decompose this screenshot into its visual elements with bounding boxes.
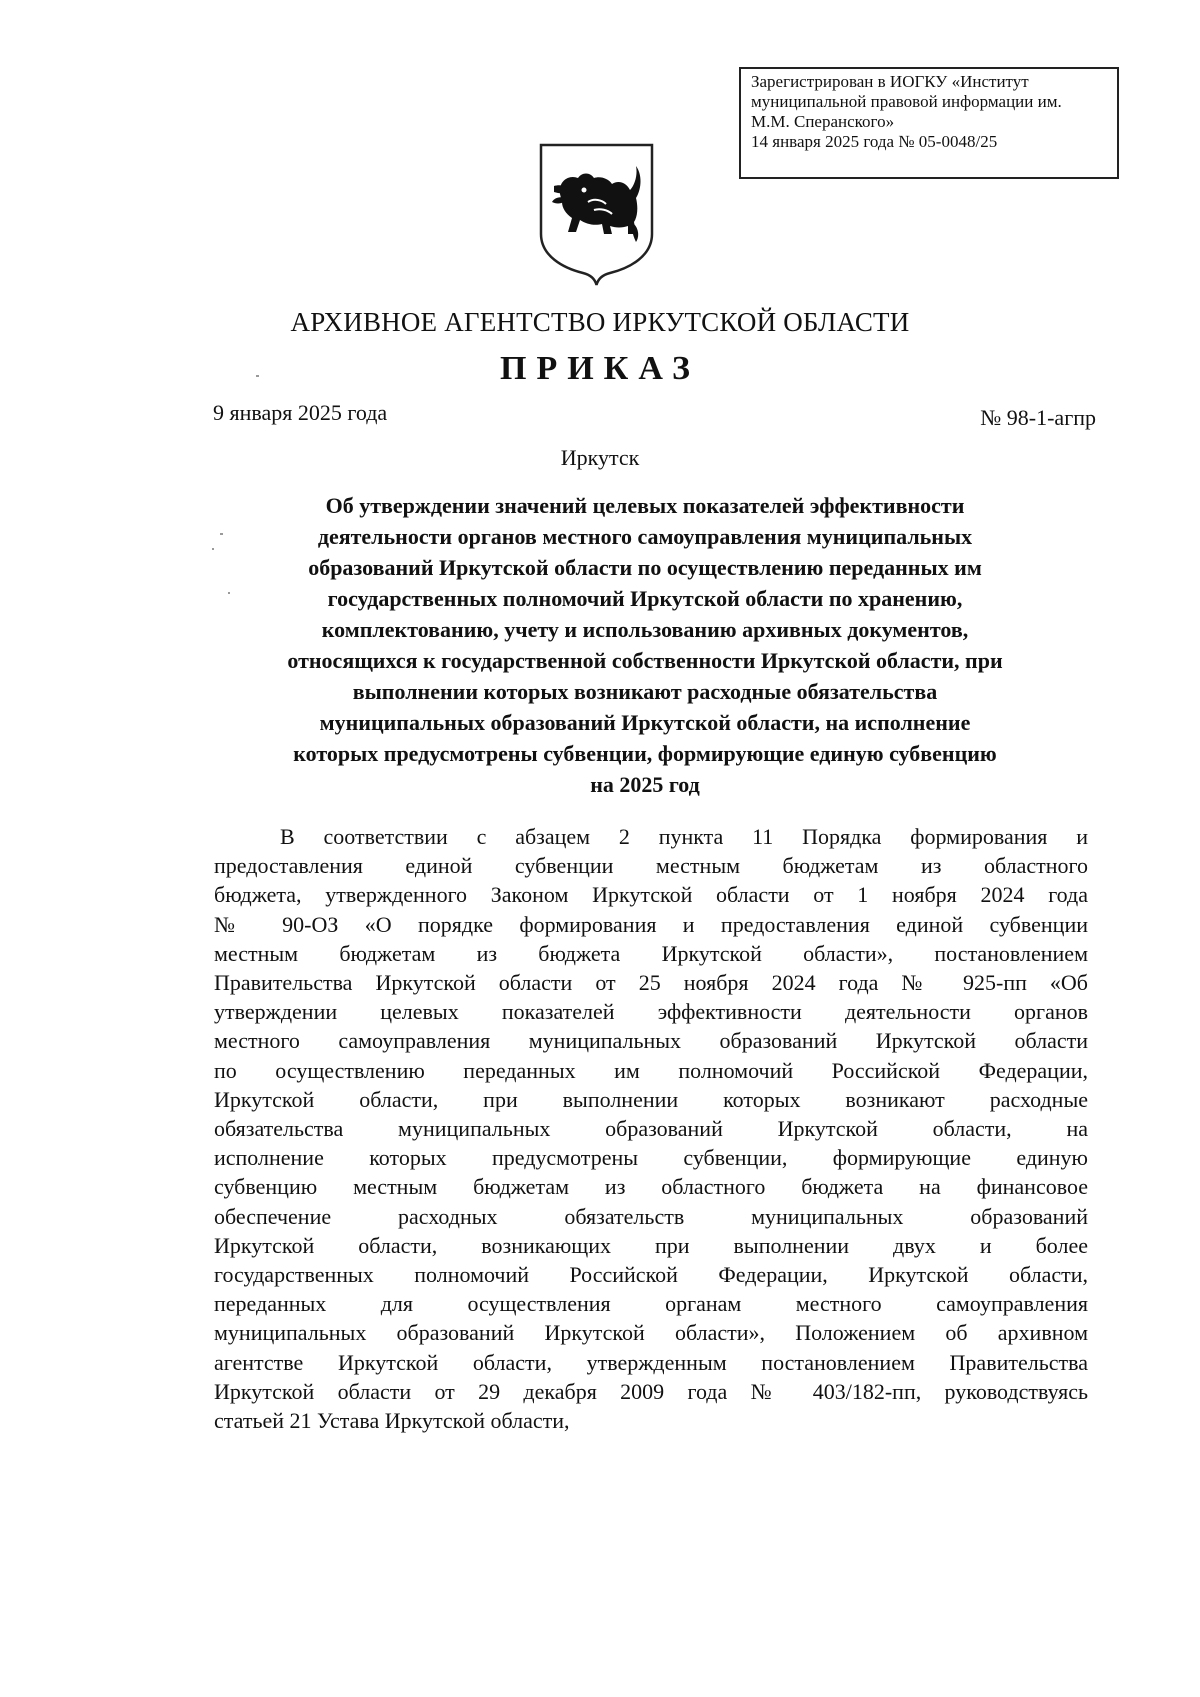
title-line: выполнении которых возникают расходные обязательства [352, 679, 938, 704]
body-line: № 90-ОЗ «О порядке формирования и предоставления единой субвенции [214, 911, 1088, 937]
document-city: Иркутск [560, 445, 640, 470]
body-line: предоставления единой субвенции местным бюджетам из областного [214, 853, 1088, 879]
registration-line: Зарегистрирован в ИОГКУ «Институт [751, 72, 1029, 91]
body-line: муниципальных образований Иркутской области», Положением об архивном [214, 1320, 1088, 1346]
body-line: местным бюджетам из бюджета Иркутской области», постановлением [214, 940, 1088, 966]
document-number: № 98-1-агпр [980, 405, 1096, 430]
title-line: деятельности органов местного самоуправления муниципальных [317, 524, 973, 549]
body-line: Правительства Иркутской области от 25 ноября 2024 года № 925-пп «Об [214, 970, 1088, 996]
body-line: Иркутской области, возникающих при выполнении двух и более [214, 1232, 1088, 1258]
registration-line: М.М. Сперанского» [751, 112, 895, 131]
body-line: бюджета, утвержденного Законом Иркутской области от 1 ноября 2024 года [214, 882, 1088, 908]
document-date: 9 января 2025 года [213, 400, 388, 425]
body-line: государственных полномочий Российской Федерации, Иркутской области, [214, 1262, 1088, 1288]
body-paragraph [214, 822, 1088, 1435]
body-line: обязательства муниципальных образований Иркутской области, на [214, 1116, 1088, 1142]
scan-speck [228, 592, 230, 594]
body-line: переданных для осуществления органам местного самоуправления [214, 1291, 1088, 1317]
scan-speck [256, 375, 259, 377]
agency-name: АРХИВНОЕ АГЕНТСТВО ИРКУТСКОЙ ОБЛАСТИ [290, 307, 910, 337]
scan-speck [212, 548, 214, 550]
title-line: комплектованию, учету и использованию архивных документов, [321, 617, 969, 642]
body-line: агентстве Иркутской области, утвержденным постановлением Правительства [214, 1349, 1088, 1375]
registration-line: 14 января 2025 года № 05-0048/25 [751, 132, 998, 151]
body-line: местного самоуправления муниципальных образований Иркутской области [214, 1028, 1088, 1054]
title-line: государственных полномочий Иркутской области по хранению, [327, 586, 963, 611]
title-line: образований Иркутской области по осуществлению переданных им [308, 555, 982, 580]
body-line: Иркутской области от 29 декабря 2009 года № 403/182-пп, руководствуясь [214, 1378, 1088, 1404]
title-line: муниципальных образований Иркутской области, на исполнение [319, 710, 971, 735]
body-line: Иркутской области, при выполнении которых возникают расходные [214, 1086, 1088, 1112]
title-line: которых предусмотрены субвенции, формирующие единую субвенцию [293, 741, 997, 766]
scan-speck [220, 533, 223, 535]
document-title [195, 490, 1095, 800]
body-line: В соответствии с абзацем 2 пункта 11 Порядка формирования и [280, 824, 1088, 849]
registration-line: муниципальной правовой информации им. [751, 92, 1062, 111]
body-line: субвенцию местным бюджетам из областного бюджета на финансовое [214, 1174, 1088, 1200]
body-line: статьей 21 Устава Иркутской области, [214, 1408, 570, 1434]
title-line: на 2025 год [590, 772, 700, 797]
document-type: ПРИКАЗ [500, 350, 700, 387]
body-line: по осуществлению переданных им полномочий Российской Федерации, [214, 1057, 1088, 1083]
registration-stamp [739, 67, 1119, 179]
body-line: утверждении целевых показателей эффективности деятельности органов [214, 999, 1088, 1025]
body-line: исполнение которых предусмотрены субвенции, формирующие единую [214, 1145, 1088, 1171]
title-line: Об утверждении значений целевых показателей эффективности [325, 493, 965, 518]
body-line: обеспечение расходных обязательств муниципальных образований [214, 1203, 1088, 1229]
coat-of-arms-icon [538, 142, 655, 286]
title-line: относящихся к государственной собственности Иркутской области, при [287, 648, 1003, 673]
